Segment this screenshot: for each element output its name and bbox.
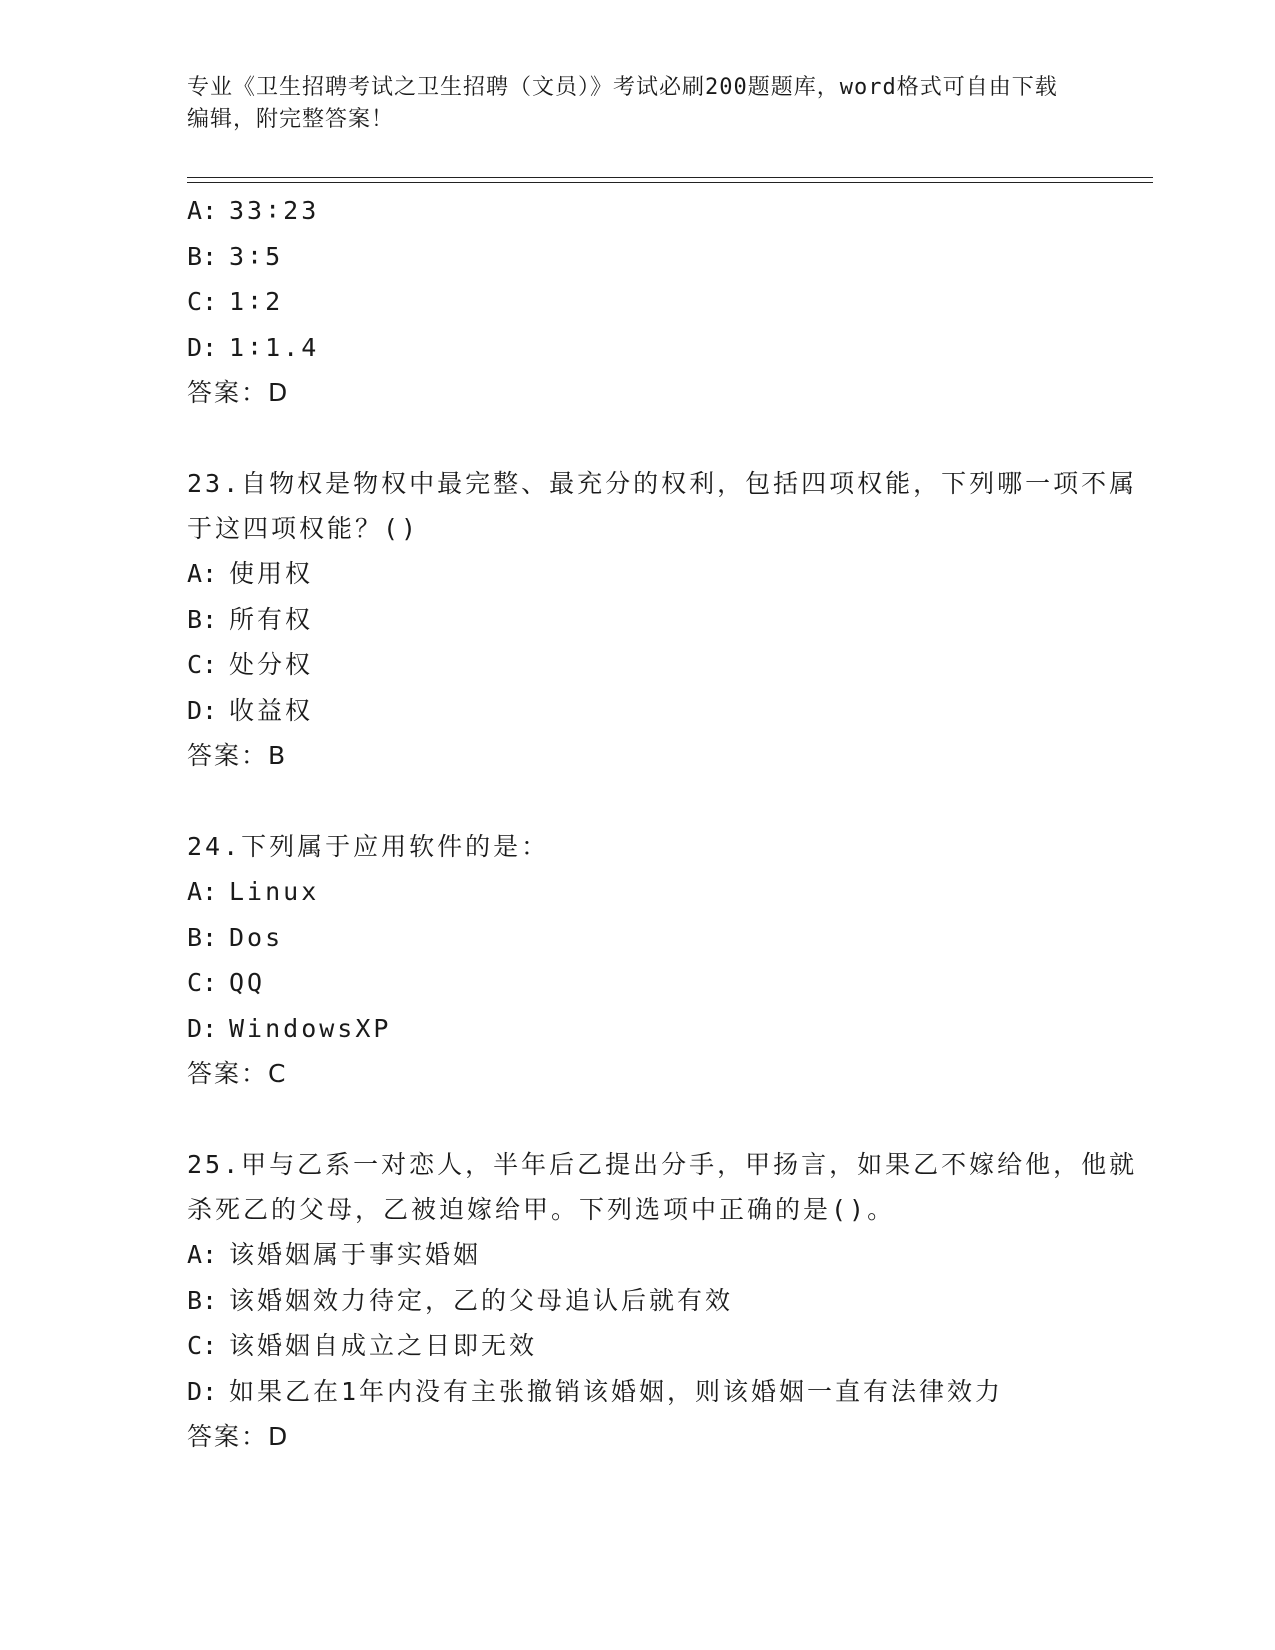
option-text: 该婚姻自成立之日即无效 [229,1331,538,1360]
question-text: 25.甲与乙系一对恋人，半年后乙提出分手，甲扬言，如果乙不嫁给他，他就杀死乙的父母，乙被迫嫁给甲。下列选项中正确的是()。 [187,1150,1138,1224]
option-d [187,1369,1147,1415]
answer-line: 答案：C [187,1059,288,1088]
option-b [187,597,1147,643]
question-23 [187,461,1147,778]
option-letter: A: [187,559,218,588]
option-letter: A: [187,196,218,225]
answer-line: 答案：D [187,1422,290,1451]
option-letter: C: [187,287,218,316]
option-d [187,1006,1147,1052]
option-letter: A: [187,1240,218,1269]
document-header: 专业《卫生招聘考试之卫生招聘（文员）》考试必刷200题题库，word格式可自由下载编辑，附完整答案！ [187,75,1058,132]
option-a [187,551,1147,597]
option-text: 3∶5 [229,241,284,271]
option-letter: C: [187,968,218,997]
question-list [187,188,1147,1505]
answer-line: 答案：B [187,741,288,770]
option-letter: B: [187,241,218,271]
option-c [187,1323,1147,1369]
option-text: 如果乙在1年内没有主张撤销该婚姻，则该婚姻一直有法律效力 [229,1376,1004,1406]
header-divider-bottom [187,182,1153,183]
option-c [187,642,1147,688]
option-text: 所有权 [229,604,314,634]
option-a [187,188,1147,234]
question-25 [187,1142,1147,1459]
option-text: 该婚姻效力待定，乙的父母追认后就有效 [229,1285,734,1315]
question-22-continued [187,188,1147,415]
option-a [187,869,1147,915]
option-text: 处分权 [229,650,314,679]
option-d [187,325,1147,371]
option-letter: D: [187,1013,218,1043]
option-text: 该婚姻属于事实婚姻 [229,1240,482,1269]
option-b [187,1278,1147,1324]
option-letter: D: [187,1376,218,1406]
option-b [187,915,1147,961]
option-c [187,279,1147,325]
option-text: 使用权 [229,559,314,588]
option-text: Linux [229,877,320,906]
option-a [187,1232,1147,1278]
option-letter: D: [187,332,218,362]
option-text: WindowsXP [229,1013,392,1043]
option-letter: B: [187,604,218,634]
header-divider-top [187,177,1153,178]
question-text: 23.自物权是物权中最完整、最充分的权利，包括四项权能，下列哪一项不属于这四项权能？() [187,469,1138,543]
option-text: Dos [229,922,284,952]
option-text: 33∶23 [229,196,320,225]
option-text: QQ [229,968,266,997]
option-d [187,688,1147,734]
option-text: 1∶1.4 [229,332,320,362]
option-letter: A: [187,877,218,906]
option-letter: B: [187,922,218,952]
option-letter: C: [187,1331,218,1360]
question-text: 24.下列属于应用软件的是： [187,832,550,861]
option-b [187,234,1147,280]
answer-line: 答案：D [187,378,290,407]
option-text: 1∶2 [229,287,284,316]
option-letter: C: [187,650,218,679]
option-c [187,960,1147,1006]
question-24 [187,824,1147,1096]
option-letter: B: [187,1285,218,1315]
option-text: 收益权 [229,695,314,725]
option-letter: D: [187,695,218,725]
